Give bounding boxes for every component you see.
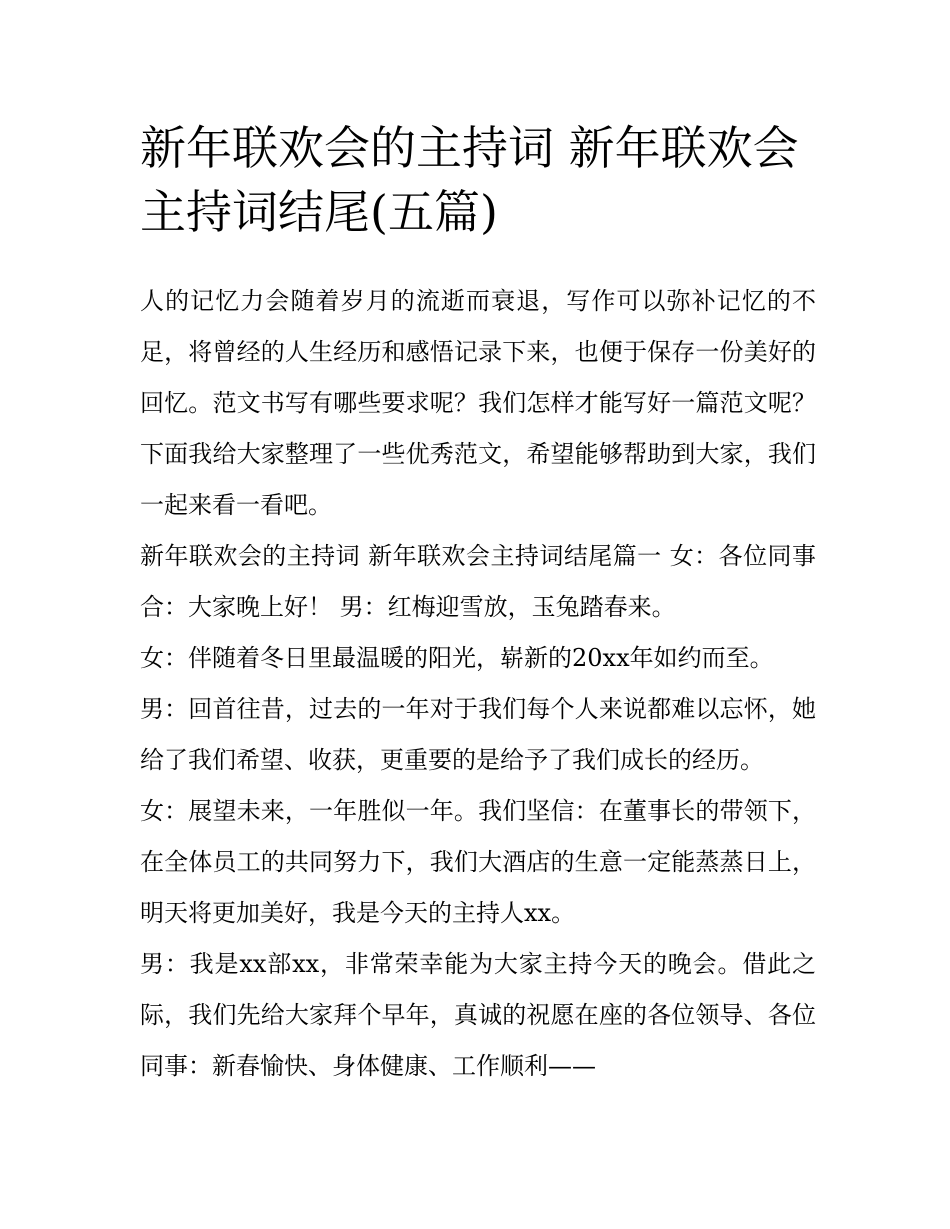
paragraph-intro: 人的记忆力会随着岁月的流逝而衰退，写作可以弥补记忆的不足，将曾经的人生经历和感悟记录下来，也便于保存一份美好的回忆。范文书写有哪些要求呢？我们怎样才能写好一篇范文呢？下面我给大家整理了一些优秀范文，希望能够帮助到大家，我们一起来看一看吧。 <box>140 287 816 519</box>
paragraph-male-2: 男：我是xx部xx，非常荣幸能为大家主持今天的晚会。借此之际，我们先给大家拜个早年，真诚的祝愿在座的各位领导、各位同事：新春愉快、身体健康、工作顺利—— <box>140 950 816 1080</box>
paragraph-female-1: 女：伴随着冬日里最温暖的阳光，崭新的20xx年如约而至。 <box>140 644 774 672</box>
paragraph-male-1: 男：回首往昔，过去的一年对于我们每个人来说都难以忘怀，她给了我们希望、收获，更重要的是给予了我们成长的经历。 <box>140 695 816 774</box>
document-body <box>140 276 816 1092</box>
document-title: 新年联欢会的主持词 新年联欢会主持词结尾(五篇) <box>140 121 799 239</box>
paragraph-opening: 新年联欢会的主持词 新年联欢会主持词结尾篇一 女：各位同事 合：大家晚上好！ 男：红梅迎雪放，玉兔踏春来。 <box>140 542 816 621</box>
paragraph-female-2: 女：展望未来，一年胜似一年。我们坚信：在董事长的带领下，在全体员工的共同努力下，我们大酒店的生意一定能蒸蒸日上，明天将更加美好，我是今天的主持人xx。 <box>140 797 816 927</box>
